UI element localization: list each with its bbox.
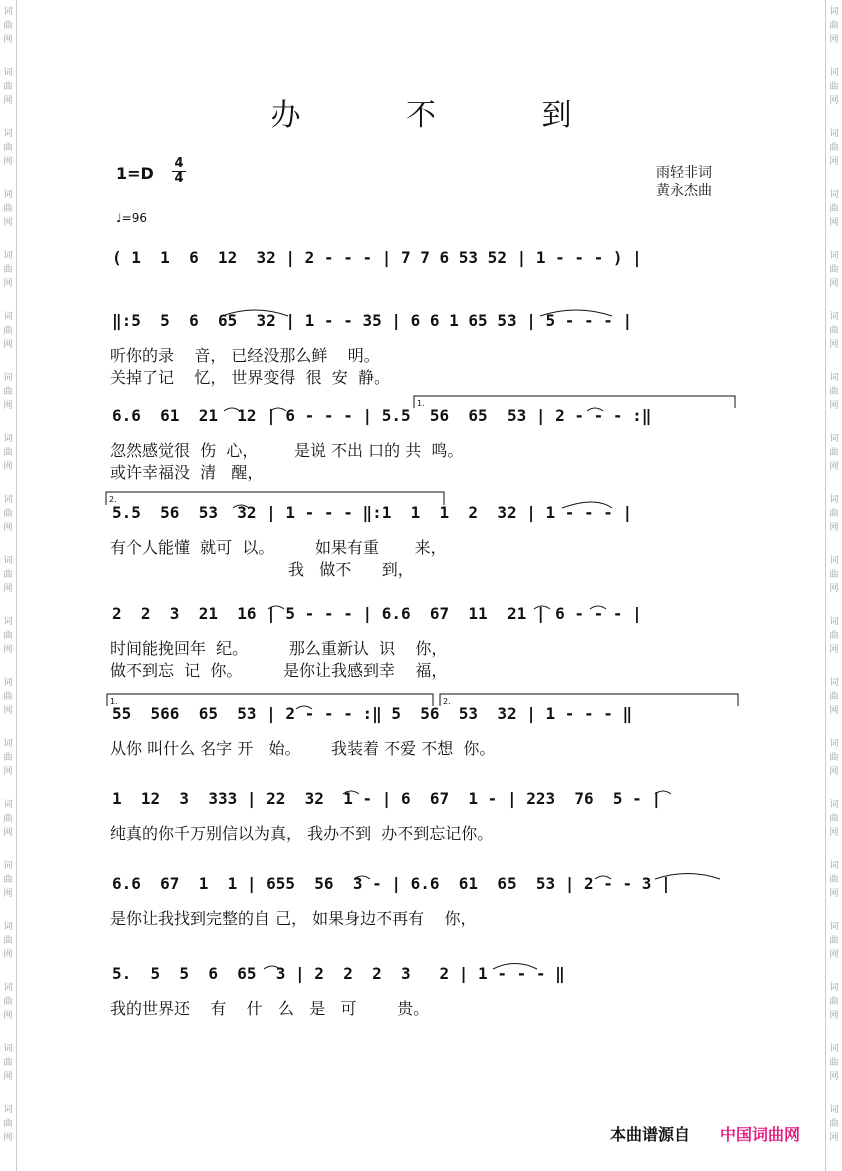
margin-watermark-char: 网 [3,767,13,777]
slur [233,505,249,508]
margin-watermark-char: 曲 [829,143,839,153]
margin-watermark-char: 词 [3,861,13,871]
lyric-line: 有个人能懂 就可 以。 如果有重 来， [110,538,447,557]
margin-watermark-char: 曲 [829,692,839,702]
margin-watermark-char: 网 [3,828,13,838]
notation-row: 1 12 3 333 | 22 32 1 - | 6 67 1 - | 223 76 5 - | [112,789,662,808]
lyric-line: 关掉了记 忆， 世界变得 很 安 静。 [110,368,390,387]
margin-watermark-char: 曲 [829,448,839,458]
slur [493,964,537,970]
margin-watermark-char: 网 [3,96,13,106]
margin-watermark-char: 网 [829,279,839,289]
slur [655,791,671,794]
lyric-line: 是你让我找到完整的自 己， 如果身边不再有 你， [110,909,477,928]
margin-watermark-char: 词 [3,495,13,505]
margin-watermark-char: 网 [829,340,839,350]
margin-watermark-char: 曲 [3,82,13,92]
margin-watermark-char: 词 [829,983,839,993]
footer-source: 本曲谱源自 [610,1125,691,1144]
margin-watermark-char: 网 [3,340,13,350]
margin-watermark-char: 词 [3,739,13,749]
margin-watermark-char: 词 [829,678,839,688]
volta-bracket [440,694,738,706]
margin-watermark-char: 网 [829,218,839,228]
margin-watermark-char: 词 [829,617,839,627]
margin-watermark-char: 词 [3,7,13,17]
margin-watermark-char: 网 [3,462,13,472]
margin-watermark-char: 词 [829,556,839,566]
margin-watermark-char: 词 [829,495,839,505]
volta-label: 2. [109,495,117,504]
margin-watermark-char: 词 [829,861,839,871]
margin-watermark-char: 曲 [829,570,839,580]
margin-watermark-char: 词 [3,251,13,261]
margin-watermark-char: 词 [3,373,13,383]
margin-watermark-char: 网 [829,828,839,838]
slur [590,606,606,609]
margin-watermark-char: 词 [829,7,839,17]
margin-watermark-char: 曲 [3,21,13,31]
slur [587,408,603,411]
volta-label: 1. [110,697,118,706]
margin-watermark-char: 词 [829,129,839,139]
margin-watermark-char: 曲 [3,1119,13,1129]
slur [534,606,550,609]
margin-watermark-char: 网 [829,35,839,45]
margin-watermark-char: 曲 [3,448,13,458]
margin-watermark-char: 网 [829,157,839,167]
margin-watermark-char: 曲 [3,326,13,336]
volta-bracket [107,694,433,706]
margin-watermark-char: 网 [3,35,13,45]
margin-watermark-char: 曲 [3,204,13,214]
lyric-line: 忽然感觉很 伤 心， 是说 不出 口的 共 鸣。 [110,441,464,460]
margin-watermark-char: 词 [829,434,839,444]
margin-watermark-char: 网 [829,1133,839,1143]
lyric-line: 从你 叫什么 名字 开 始。 我装着 不爱 不想 你。 [110,739,496,758]
notation-row: ‖:5 5 6 65 32 | 1 - - 35 | 6 6 1 65 53 | 5 - - - | [112,311,633,330]
margin-watermark-char: 曲 [3,265,13,275]
slur [224,408,240,411]
meter-bottom: 4 [174,171,184,186]
slur [354,876,370,879]
notation-row: 55 566 65 53 | 2 - - - :‖ 5 56 53 32 | 1 - - - ‖ [112,704,633,723]
lyric-line: 时间能挽回年 纪。 那么重新认 识 你， [110,639,448,658]
margin-watermark-char: 网 [3,218,13,228]
margin-watermark-char: 曲 [3,814,13,824]
margin-watermark-char: 词 [3,556,13,566]
margin-watermark-char: 曲 [829,326,839,336]
tempo-mark: ♩=96 [116,211,147,225]
slur [562,502,612,508]
notation-row: 5.5 56 53 32 | 1 - - - ‖:1 1 1 2 32 | 1 - - - | [112,503,633,522]
margin-watermark-char: 曲 [3,753,13,763]
notation-row: ( 1 1 6 12 32 | 2 - - - | 7 7 6 53 52 | 1 - - - ) | [112,248,642,267]
margin-watermark-char: 网 [3,950,13,960]
margin-watermark-char: 词 [3,800,13,810]
margin-watermark-char: 网 [3,523,13,533]
margin-watermark-char: 网 [3,401,13,411]
margin-watermark-char: 曲 [3,692,13,702]
margin-watermark-char: 曲 [829,1119,839,1129]
slur [655,874,720,880]
margin-watermark-char: 网 [829,950,839,960]
margin-watermark-char: 词 [829,373,839,383]
margin-watermark-char: 网 [829,523,839,533]
margin-watermark-char: 网 [829,706,839,716]
margin-watermark-char: 曲 [3,387,13,397]
notation-row: 5. 5 5 6 65 3 | 2 2 2 3 2 | 1 - - - ‖ [112,964,565,983]
margin-watermark-char: 曲 [829,631,839,641]
margin-watermark-char: 网 [3,1133,13,1143]
margin-watermark-char: 曲 [3,143,13,153]
notation-row: 2 2 3 21 16 | 5 - - - | 6.6 67 11 21 | 6 - - - | [112,604,642,623]
margin-watermark-char: 词 [829,312,839,322]
margin-watermark-char: 曲 [3,631,13,641]
volta-label: 1. [417,399,425,408]
margin-watermark-char: 词 [829,190,839,200]
slur [270,408,286,411]
notation-row: 6.6 61 21 12 | 6 - - - | 5.5 56 65 53 | 2 - - - :‖ [112,406,652,425]
margin-watermark-char: 曲 [3,997,13,1007]
margin-watermark-char: 曲 [829,1058,839,1068]
margin-watermark-char: 曲 [829,509,839,519]
volta-bracket [106,492,444,505]
margin-watermark-char: 网 [829,645,839,655]
margin-watermark-char: 网 [829,462,839,472]
slur [222,310,288,316]
slur [540,310,612,316]
margin-watermark-char: 词 [3,617,13,627]
slur [296,706,312,709]
margin-watermark-char: 曲 [829,997,839,1007]
margin-watermark-char: 词 [3,1105,13,1115]
margin-watermark-char: 网 [3,279,13,289]
lyric-line: 听你的录 音， 已经没那么鲜 明。 [110,346,380,365]
margin-watermark-char: 曲 [3,936,13,946]
margin-watermark-char: 曲 [3,875,13,885]
margin-watermark-char: 网 [3,1072,13,1082]
slur [343,791,359,794]
margin-watermark-char: 网 [829,1072,839,1082]
margin-watermark-char: 网 [829,584,839,594]
margin-watermark-char: 网 [829,401,839,411]
composer: 黄永杰曲 [656,183,712,199]
margin-watermark-char: 网 [3,889,13,899]
notation-row: 6.6 67 1 1 | 655 56 3 - | 6.6 61 65 53 | 2 - - 3 | [112,874,671,893]
lyric-line: 纯真的你千万别信以为真， 我办不到 办不到忘记你。 [110,824,494,843]
margin-watermark-char: 网 [829,889,839,899]
margin-watermark-char: 曲 [3,509,13,519]
lyric-line: 我的世界还 有 什 么 是 可 贵。 [110,999,430,1018]
margin-watermark-char: 曲 [829,204,839,214]
margin-watermark-char: 曲 [829,753,839,763]
slur [595,876,611,879]
margin-watermark-char: 网 [829,767,839,777]
margin-watermark-char: 词 [3,434,13,444]
margin-watermark-char: 词 [829,922,839,932]
lyricist: 雨轻非词 [656,165,712,181]
margin-watermark-char: 网 [3,706,13,716]
volta-label: 2. [443,697,451,706]
margin-watermark-char: 曲 [829,875,839,885]
margin-watermark-char: 词 [3,983,13,993]
meter-top: 4 [174,156,184,171]
margin-watermark-char: 网 [829,96,839,106]
margin-watermark-char: 网 [829,1011,839,1021]
margin-watermark-char: 词 [3,678,13,688]
margin-watermark-char: 词 [829,1044,839,1054]
footer-site[interactable]: 中国词曲网 [720,1125,801,1144]
margin-watermark-char: 网 [3,157,13,167]
margin-watermark-char: 词 [829,800,839,810]
margin-watermark-char: 曲 [829,265,839,275]
margin-watermark-char: 词 [829,739,839,749]
margin-watermark-char: 曲 [3,1058,13,1068]
margin-watermark-char: 词 [3,922,13,932]
margin-watermark-char: 词 [3,190,13,200]
margin-watermark-char: 网 [3,584,13,594]
margin-watermark-char: 曲 [829,936,839,946]
lyric-line: 我 做不 到， [110,560,414,579]
slur [264,966,280,969]
margin-watermark-char: 词 [829,251,839,261]
margin-watermark-char: 网 [3,645,13,655]
margin-watermark-char: 曲 [829,814,839,824]
margin-watermark-char: 曲 [829,82,839,92]
margin-watermark-char: 网 [3,1011,13,1021]
margin-watermark-char: 曲 [3,570,13,580]
margin-watermark-char: 词 [3,1044,13,1054]
lyric-line: 或许幸福没 清 醒， [110,463,264,482]
slur [268,606,284,609]
song-title: 办 不 到 [270,98,620,133]
margin-watermark-char: 曲 [829,21,839,31]
key-signature: 1=D [116,164,154,183]
volta-bracket [414,396,735,408]
margin-watermark-char: 词 [3,129,13,139]
margin-watermark-char: 词 [829,68,839,78]
lyric-line: 做不到忘 记 你。 是你让我感到幸 福， [110,661,448,680]
margin-watermark-char: 曲 [829,387,839,397]
margin-watermark-char: 词 [3,312,13,322]
margin-watermark-char: 词 [3,68,13,78]
margin-watermark-char: 词 [829,1105,839,1115]
